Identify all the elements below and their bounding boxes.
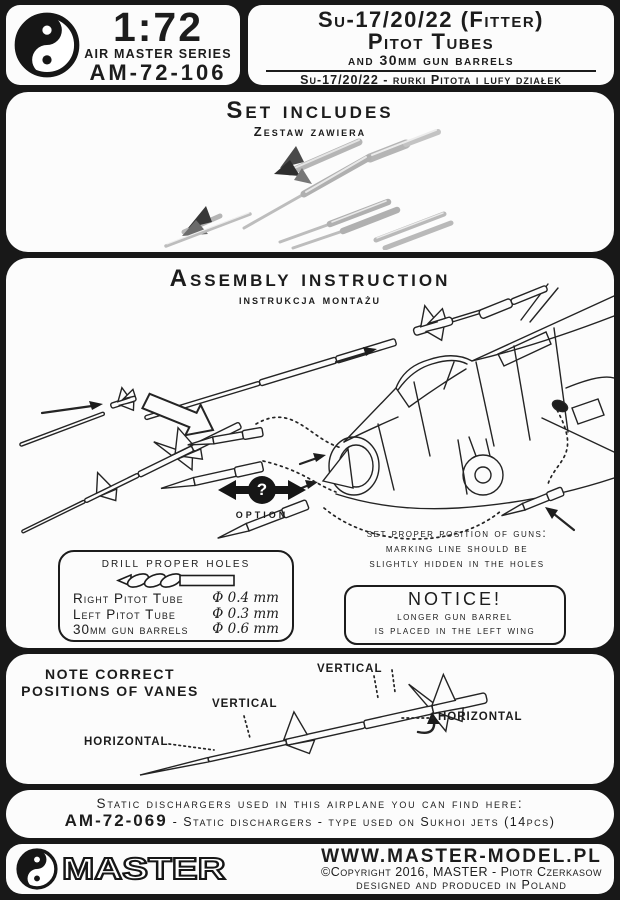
metal-parts-photo [166, 130, 451, 248]
drill-part: 30mm gun barrels [73, 622, 189, 637]
assembly-title: Assembly instruction [169, 265, 451, 292]
header-divider [266, 70, 596, 72]
dischargers-panel [6, 790, 614, 838]
guns-note-line3: slightly hidden in the holes [369, 556, 545, 570]
assembly-panel [6, 258, 614, 648]
drill-row [73, 591, 279, 607]
product-title-line1: Su-17/20/22 (Fitter) [317, 7, 544, 32]
dischargers-code: AM-72-069 [64, 811, 168, 830]
guns-note-line2: marking line should be [385, 541, 529, 555]
pitot-subassembly [19, 284, 548, 447]
set-includes-subtitle-pl: Zestaw zawiera [253, 124, 367, 139]
scale-label: 1:72 [112, 4, 204, 50]
vanes-note [20, 666, 200, 700]
product-title-line2: Pitot Tubes [367, 29, 495, 54]
header-brand-box [6, 5, 240, 85]
drill-holes-box [58, 550, 294, 642]
drill-row [73, 607, 279, 623]
brand-logotype: MASTER [62, 851, 226, 886]
horizontal-label-rear: HORIZONTAL [438, 711, 523, 723]
notice-line2: is placed in the left wing [374, 622, 536, 637]
vanes-note-line1: NOTE CORRECT [45, 666, 175, 682]
drill-bit-icon [116, 572, 236, 589]
vertical-label-rear: VERTICAL [317, 663, 383, 675]
option-indicator [218, 474, 306, 521]
dischargers-line1: Static dischargers used in this airplane you can find here: [96, 796, 524, 811]
set-includes-panel [6, 92, 614, 252]
set-includes-title: Set includes [226, 97, 394, 124]
horizontal-label-front: HORIZONTAL [84, 736, 169, 748]
series-label: AIR MASTER SERIES [84, 47, 232, 61]
product-subtitle-pl: Su-17/20/22 - rurki Pitota i lufy działek [300, 73, 562, 87]
drill-diameter: Φ 0.4 mm [212, 590, 279, 606]
product-title-line3: and 30mm gun barrels [347, 52, 515, 68]
produced-line: designed and produced in Poland [356, 877, 567, 892]
vanes-note-line2: POSITIONS OF VANES [21, 683, 199, 699]
copyright-line: ©Copyright 2016, MASTER - Piotr Czerkasow [320, 864, 602, 879]
product-code: AM-72-106 [89, 60, 227, 85]
assembly-subtitle-pl: instrukcja montażu [239, 292, 381, 307]
drill-part: Right Pitot Tube [73, 591, 184, 606]
drill-diameter: Φ 0.6 mm [212, 621, 279, 637]
option-label: option [235, 506, 289, 521]
notice-line1: longer gun barrel [397, 609, 513, 623]
master-logo-swirl-icon [14, 12, 80, 78]
vanes-panel [6, 654, 614, 784]
vertical-label-front: VERTICAL [212, 698, 278, 710]
header-title-box [248, 5, 614, 85]
notice-box [344, 585, 566, 645]
guns-position-note [332, 526, 582, 571]
website-url: WWW.MASTER-MODEL.PL [321, 845, 602, 867]
notice-title: NOTICE! [407, 589, 502, 609]
question-mark: ? [256, 480, 268, 499]
set-includes-photo [154, 128, 484, 250]
guns-note-line1: set proper position of guns: [366, 526, 548, 540]
drill-diameter: Φ 0.3 mm [212, 605, 279, 622]
dischargers-line2 [6, 812, 614, 831]
drill-box-title: drill proper holes [101, 555, 251, 571]
dischargers-description: - Static dischargers - type used on Sukhoi jets (14pcs) [172, 815, 556, 829]
master-logo-swirl-icon [16, 848, 58, 890]
drill-row [73, 622, 279, 638]
footer-panel [6, 844, 614, 894]
drill-part: Left Pitot Tube [73, 606, 176, 622]
